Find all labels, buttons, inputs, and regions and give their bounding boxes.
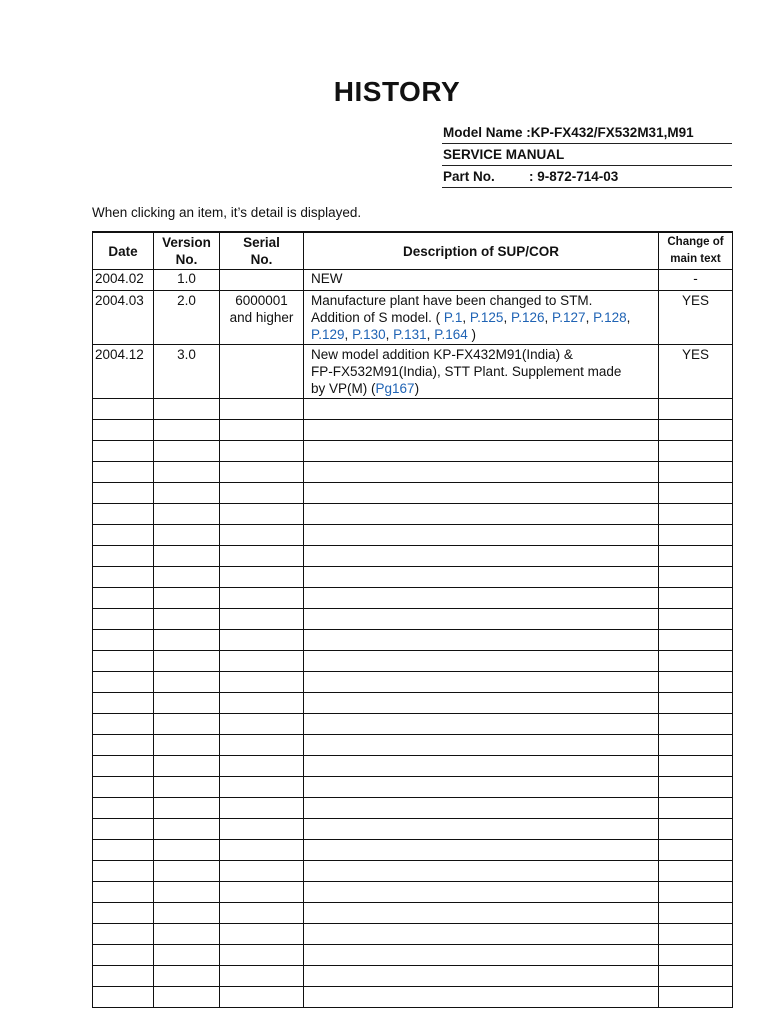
empty-cell [93, 483, 154, 504]
empty-cell [93, 756, 154, 777]
model-name-row [442, 122, 732, 144]
empty-cell [154, 567, 220, 588]
empty-cell [154, 651, 220, 672]
page-link[interactable]: P.125 [469, 310, 504, 325]
empty-cell [659, 420, 733, 441]
empty-cell [659, 651, 733, 672]
table-row [93, 345, 733, 399]
empty-cell [220, 567, 304, 588]
empty-cell [304, 462, 659, 483]
empty-cell [220, 714, 304, 735]
part-number-label: Part No. [443, 169, 495, 184]
empty-cell [220, 903, 304, 924]
empty-cell [304, 840, 659, 861]
empty-cell [304, 588, 659, 609]
table-row [93, 588, 733, 609]
cell-description: New model addition KP-FX432M91(India) & FP-FX532M91(India), STT Plant. Supplement made by VP(M) (Pg167) [304, 345, 659, 399]
empty-cell [220, 861, 304, 882]
empty-cell [304, 987, 659, 1008]
table-row [93, 420, 733, 441]
page-link[interactable]: P.130 [352, 327, 386, 342]
empty-cell [220, 588, 304, 609]
cell-change: YES [659, 291, 733, 345]
header-change: Change of main text [659, 232, 733, 270]
empty-cell [93, 672, 154, 693]
empty-cell [93, 420, 154, 441]
page-link[interactable]: Pg167 [375, 381, 415, 396]
empty-cell [93, 819, 154, 840]
empty-cell [154, 609, 220, 630]
empty-cell [154, 462, 220, 483]
cell-date: 2004.12 [93, 345, 154, 399]
empty-cell [154, 441, 220, 462]
table-row [93, 987, 733, 1008]
empty-cell [93, 588, 154, 609]
table-row [93, 483, 733, 504]
empty-cell [154, 672, 220, 693]
cell-serial [220, 345, 304, 399]
cell-serial [220, 270, 304, 291]
empty-cell [154, 840, 220, 861]
empty-cell [154, 945, 220, 966]
empty-cell [154, 420, 220, 441]
empty-cell [154, 882, 220, 903]
empty-cell [220, 924, 304, 945]
empty-cell [659, 504, 733, 525]
empty-cell [659, 840, 733, 861]
empty-cell [93, 882, 154, 903]
empty-cell [659, 777, 733, 798]
empty-cell [93, 966, 154, 987]
empty-cell [659, 672, 733, 693]
table-row [93, 819, 733, 840]
table-row [93, 945, 733, 966]
table-row [93, 924, 733, 945]
empty-cell [220, 441, 304, 462]
cell-date: 2004.03 [93, 291, 154, 345]
model-name-label: Model Name : [443, 125, 531, 140]
empty-cell [93, 504, 154, 525]
empty-cell [304, 777, 659, 798]
empty-cell [304, 546, 659, 567]
empty-cell [304, 441, 659, 462]
empty-cell [304, 651, 659, 672]
empty-cell [304, 714, 659, 735]
service-manual-label: SERVICE MANUAL [443, 147, 565, 162]
empty-cell [304, 672, 659, 693]
table-row [93, 966, 733, 987]
table-row [93, 861, 733, 882]
empty-cell [154, 819, 220, 840]
empty-cell [220, 609, 304, 630]
empty-cell [220, 525, 304, 546]
empty-cell [304, 819, 659, 840]
empty-cell [304, 420, 659, 441]
page-link[interactable]: P.126 [510, 310, 545, 325]
instruction-note: When clicking an item, it’s detail is displayed. [92, 205, 362, 220]
empty-cell [659, 525, 733, 546]
empty-cell [304, 525, 659, 546]
cell-version: 3.0 [154, 345, 220, 399]
table-row [93, 504, 733, 525]
empty-cell [659, 483, 733, 504]
empty-cell [659, 546, 733, 567]
empty-cell [154, 483, 220, 504]
empty-cell [659, 861, 733, 882]
empty-cell [659, 798, 733, 819]
empty-cell [220, 630, 304, 651]
cell-date: 2004.02 [93, 270, 154, 291]
table-row [93, 693, 733, 714]
cell-serial: 6000001 and higher [220, 291, 304, 345]
empty-cell [220, 693, 304, 714]
empty-cell [154, 714, 220, 735]
empty-cell [154, 588, 220, 609]
empty-cell [659, 756, 733, 777]
table-row [93, 756, 733, 777]
empty-cell [659, 588, 733, 609]
empty-cell [93, 777, 154, 798]
empty-cell [659, 693, 733, 714]
empty-cell [93, 567, 154, 588]
table-row [93, 735, 733, 756]
empty-cell [154, 777, 220, 798]
empty-cell [220, 945, 304, 966]
empty-cell [220, 651, 304, 672]
empty-cell [154, 399, 220, 420]
table-row [93, 903, 733, 924]
empty-cell [304, 504, 659, 525]
empty-cell [304, 483, 659, 504]
empty-cell [93, 798, 154, 819]
part-number-row [442, 166, 732, 188]
empty-cell [154, 756, 220, 777]
header-description: Description of SUP/COR [304, 232, 659, 270]
header-serial: Serial No. [220, 232, 304, 270]
empty-cell [220, 882, 304, 903]
empty-cell [154, 924, 220, 945]
empty-cell [220, 483, 304, 504]
empty-cell [659, 735, 733, 756]
table-row [93, 630, 733, 651]
table-row [93, 399, 733, 420]
empty-cell [659, 903, 733, 924]
part-number-value: : 9-872-714-03 [529, 169, 619, 184]
empty-cell [93, 462, 154, 483]
empty-cell [304, 903, 659, 924]
empty-cell [154, 546, 220, 567]
document-meta [442, 122, 732, 188]
empty-cell [304, 693, 659, 714]
empty-cell [93, 399, 154, 420]
empty-cell [659, 987, 733, 1008]
empty-cell [93, 525, 154, 546]
empty-cell [220, 462, 304, 483]
empty-cell [93, 861, 154, 882]
cell-description: Manufacture plant have been changed to STM. Addition of S model. ( P.1, P.125, P.126, P.127, P.128, P.129, P.130, P.131, P.164 ) [304, 291, 659, 345]
table-row [93, 546, 733, 567]
empty-cell [220, 777, 304, 798]
header-date: Date [93, 232, 154, 270]
empty-cell [659, 630, 733, 651]
empty-cell [154, 798, 220, 819]
table-row [93, 882, 733, 903]
table-row [93, 609, 733, 630]
cell-version: 1.0 [154, 270, 220, 291]
empty-cell [220, 420, 304, 441]
empty-cell [154, 735, 220, 756]
table-row [93, 714, 733, 735]
empty-cell [93, 714, 154, 735]
empty-cell [659, 462, 733, 483]
empty-cell [659, 441, 733, 462]
empty-cell [304, 966, 659, 987]
table-row [93, 270, 733, 291]
empty-cell [93, 987, 154, 1008]
empty-cell [659, 882, 733, 903]
empty-cell [304, 630, 659, 651]
empty-cell [154, 987, 220, 1008]
page-link[interactable]: P.128 [593, 310, 627, 325]
empty-cell [220, 798, 304, 819]
empty-cell [659, 966, 733, 987]
empty-cell [93, 924, 154, 945]
empty-cell [659, 567, 733, 588]
table-row [93, 840, 733, 861]
table-row [93, 672, 733, 693]
table-row [93, 462, 733, 483]
empty-cell [154, 504, 220, 525]
empty-cell [220, 504, 304, 525]
empty-cell [154, 630, 220, 651]
page-link[interactable]: P.164 [434, 327, 468, 342]
page-link[interactable]: P.1 [443, 310, 463, 325]
table-row [93, 567, 733, 588]
empty-cell [304, 399, 659, 420]
table-row [93, 291, 733, 345]
model-name-value: KP-FX432/FX532M31,M91 [530, 125, 694, 140]
empty-cell [154, 966, 220, 987]
empty-cell [220, 546, 304, 567]
page-link[interactable]: P.131 [393, 327, 427, 342]
service-manual-row [442, 144, 732, 166]
empty-cell [304, 609, 659, 630]
header-version: Version No. [154, 232, 220, 270]
empty-cell [304, 567, 659, 588]
empty-cell [220, 966, 304, 987]
table-row [93, 798, 733, 819]
history-table [92, 231, 733, 1008]
empty-cell [659, 945, 733, 966]
page-link[interactable]: P.129 [311, 327, 345, 342]
empty-cell [659, 609, 733, 630]
empty-cell [93, 735, 154, 756]
empty-cell [93, 945, 154, 966]
empty-cell [220, 672, 304, 693]
empty-cell [304, 945, 659, 966]
empty-cell [220, 756, 304, 777]
empty-cell [659, 819, 733, 840]
empty-cell [154, 861, 220, 882]
cell-description: NEW [304, 270, 659, 291]
cell-change: - [659, 270, 733, 291]
empty-cell [304, 798, 659, 819]
empty-cell [154, 903, 220, 924]
page-title: HISTORY [333, 76, 461, 107]
empty-cell [304, 861, 659, 882]
empty-cell [220, 840, 304, 861]
empty-cell [93, 903, 154, 924]
cell-change: YES [659, 345, 733, 399]
empty-cell [154, 525, 220, 546]
empty-cell [220, 735, 304, 756]
page-link[interactable]: P.127 [552, 310, 586, 325]
table-row [93, 651, 733, 672]
table-row [93, 441, 733, 462]
empty-cell [93, 441, 154, 462]
empty-cell [220, 987, 304, 1008]
empty-cell [304, 735, 659, 756]
table-header-row [93, 232, 733, 270]
empty-cell [304, 756, 659, 777]
table-row [93, 525, 733, 546]
empty-cell [93, 630, 154, 651]
empty-cell [93, 546, 154, 567]
empty-cell [220, 399, 304, 420]
cell-version: 2.0 [154, 291, 220, 345]
empty-cell [93, 609, 154, 630]
empty-cell [93, 693, 154, 714]
empty-cell [304, 924, 659, 945]
empty-cell [220, 819, 304, 840]
empty-cell [659, 924, 733, 945]
empty-cell [154, 693, 220, 714]
empty-cell [304, 882, 659, 903]
empty-cell [93, 651, 154, 672]
table-row [93, 777, 733, 798]
empty-cell [659, 714, 733, 735]
empty-cell [659, 399, 733, 420]
empty-cell [93, 840, 154, 861]
